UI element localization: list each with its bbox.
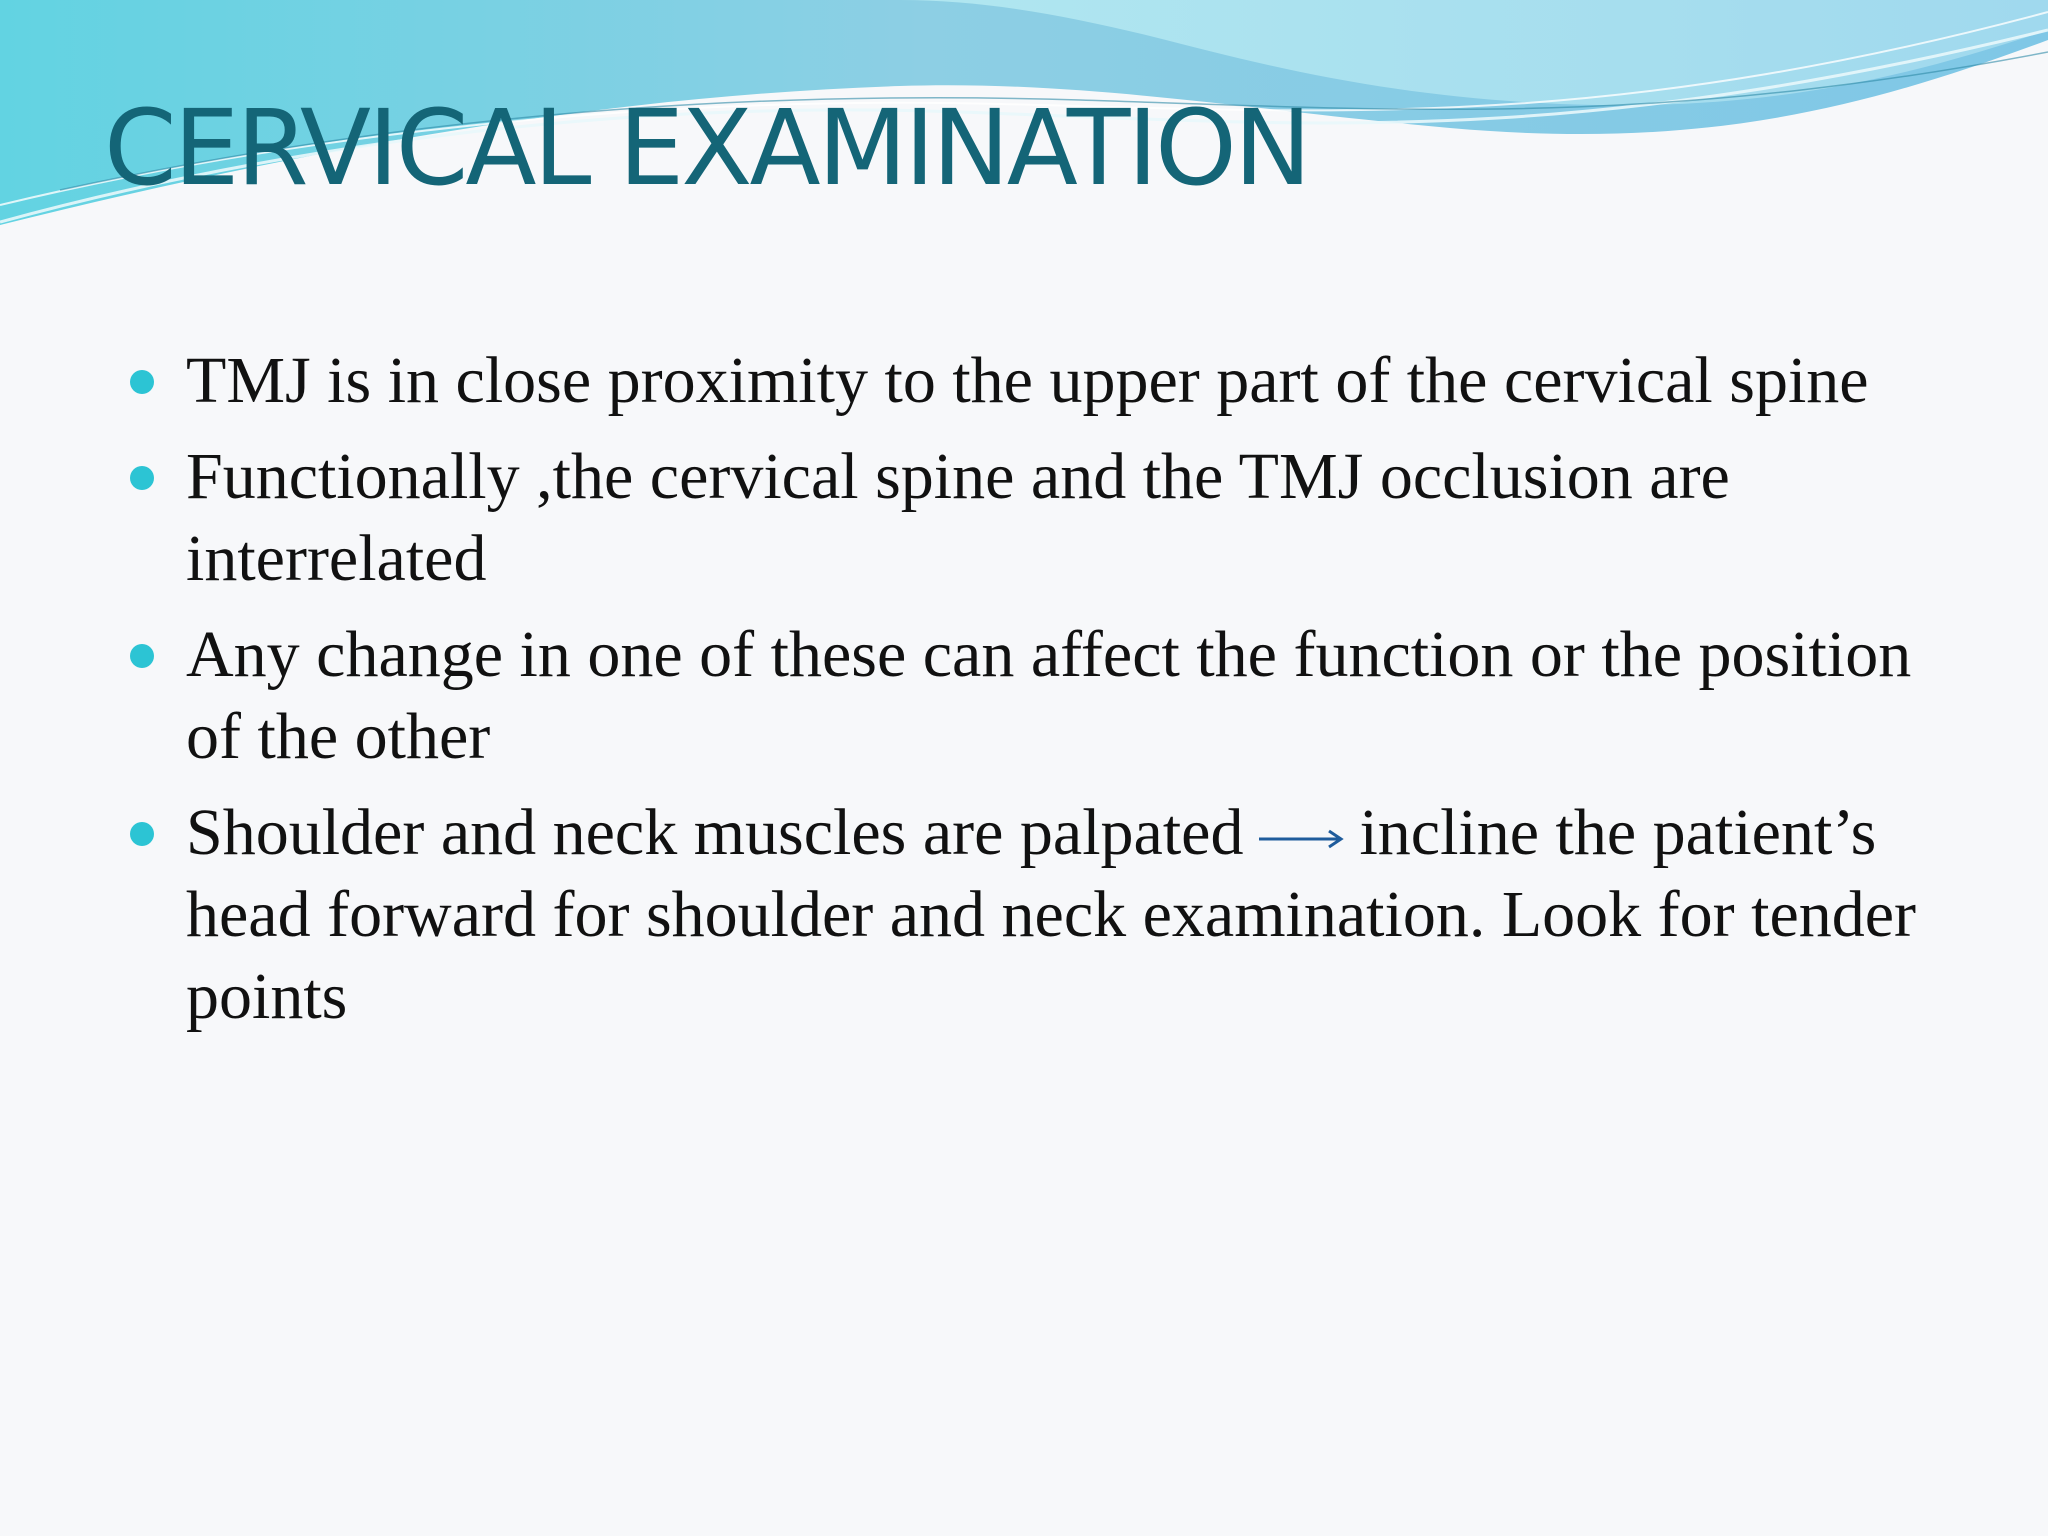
bullet-marker-icon — [130, 822, 154, 846]
bullet-item — [128, 792, 1928, 1038]
bullet-text: Any change in one of these can affect the function or the position of the other — [186, 618, 1912, 773]
bullet-item — [128, 436, 1928, 600]
bullet-text-before-arrow: Shoulder and neck muscles are palpated — [186, 796, 1244, 869]
bullet-list — [128, 340, 1928, 1052]
bullet-marker-icon — [130, 466, 154, 490]
bullet-text: Functionally ,the cervical spine and the TMJ occlusion are interrelated — [186, 440, 1730, 595]
bullet-marker-icon — [130, 644, 154, 668]
slide-title: CERVICAL EXAMINATION — [104, 87, 1309, 209]
bullet-item — [128, 614, 1928, 778]
bullet-marker-icon — [130, 370, 154, 394]
bullet-item — [128, 340, 1928, 422]
right-arrow-icon — [1257, 824, 1345, 854]
bullet-text: TMJ is in close proximity to the upper part of the cervical spine — [186, 344, 1869, 417]
bullet-text-after-arrow: incline the patient’s head forward for shoulder and neck examination. Look for tender points — [186, 796, 1917, 1033]
